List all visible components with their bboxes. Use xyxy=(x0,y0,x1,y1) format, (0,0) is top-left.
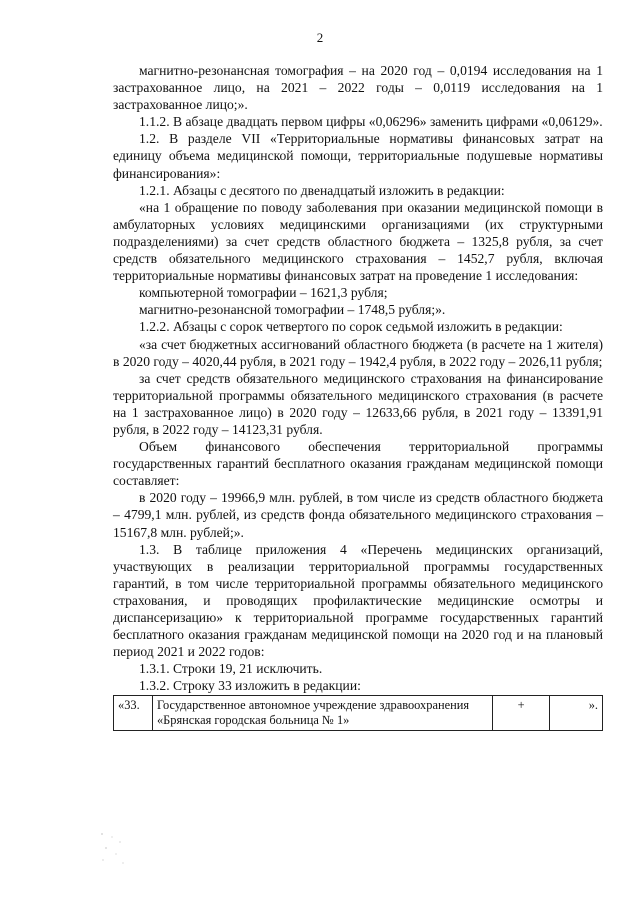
paragraph-1: магнитно-резонансная томография – на 2020 год – 0,0194 исследования на 1 застрахованное лицо, на 2021 – 2022 годы – 0,0119 исследования на 1 застрахованное лицо;». xyxy=(113,63,603,113)
paragraph-2: 1.1.2. В абзаце двадцать первом цифры «0,06296» заменить цифрами «0,06129». xyxy=(139,114,603,130)
paragraph-8: 1.2.2. Абзацы с сорок четвертого по сорок седьмой изложить в редакции: xyxy=(139,319,563,335)
paragraph-9: «за счет бюджетных ассигнований областного бюджета (в расчете на 1 жителя) в 2020 году – 4020,44 рубля, в 2021 году – 1942,4 рубля, в 2022 году – 2026,11 рубля; xyxy=(113,336,603,369)
row-number-cell: «33. xyxy=(114,696,153,731)
paragraph-10: за счет средств обязательного медицинского страхования на финансирование территориальной программы обязательного медицинского страхования (в расчете на 1 застрахованное лицо) в 2020 году – 12633,66 рубля, в 2021 году – 13391,91 рубля, в 2022 году – 14123,31 рубля. xyxy=(113,370,603,437)
paragraph-6: компьютерной томографии – 1621,3 рубля; xyxy=(139,285,388,301)
document-body xyxy=(113,62,603,731)
paragraph-13: 1.3. В таблице приложения 4 «Перечень медицинских организаций, участвующих в реализации территориальной программы государственных гарантий, в том числе территориальной программы обязательного медицинского страхования, и проводящих профилактические медицинские осмотры и диспансеризацию» к территориальной программе государственных гарантий бесплатного оказания гражданам медицинской помощи на 2020 год и на плановый период 2021 и 2022 годов: xyxy=(113,541,603,660)
paragraph-5: «на 1 обращение по поводу заболевания при оказании медицинской помощи в амбулаторных условиях медицинскими организациями (их структурными подразделениями) за счет средств областного бюджета – 1325,8 рубля, за счет средств обязательного медицинского страхования – 1452,7 рубля, включая территориальные нормативы финансовых затрат на проведение 1 исследования: xyxy=(113,199,603,284)
participation-mark-cell: + xyxy=(493,696,550,731)
table-row xyxy=(114,696,603,731)
closing-quote-cell: ». xyxy=(550,696,603,731)
amendment-table xyxy=(113,695,603,731)
paragraph-11: Объем финансового обеспечения территориальной программы государственных гарантий бесплатного оказания гражданам медицинской помощи составляет: xyxy=(113,439,603,489)
paragraph-4: 1.2.1. Абзацы с десятого по двенадцатый изложить в редакции: xyxy=(139,182,505,198)
paragraph-14: 1.3.1. Строки 19, 21 исключить. xyxy=(139,661,323,677)
paragraph-15: 1.3.2. Строку 33 изложить в редакции: xyxy=(139,678,361,694)
paragraph-12: в 2020 году – 19966,9 млн. рублей, в том числе из средств областного бюджета – 4799,1 млн. рублей, из средств фонда обязательного медицинского страхования – 15167,8 млн. рублей;». xyxy=(113,490,603,540)
scan-specks xyxy=(98,830,128,870)
organization-cell: Государственное автономное учреждение здравоохранения «Брянская городская больница № 1» xyxy=(152,696,492,731)
paragraph-3: 1.2. В разделе VII «Территориальные нормативы финансовых затрат на единицу объема медицинской помощи, территориальные подушевые нормативы финансирования»: xyxy=(113,131,603,181)
paragraph-7: магнитно-резонансной томографии – 1748,5 рубля;». xyxy=(139,302,446,318)
page-number: 2 xyxy=(316,30,324,45)
